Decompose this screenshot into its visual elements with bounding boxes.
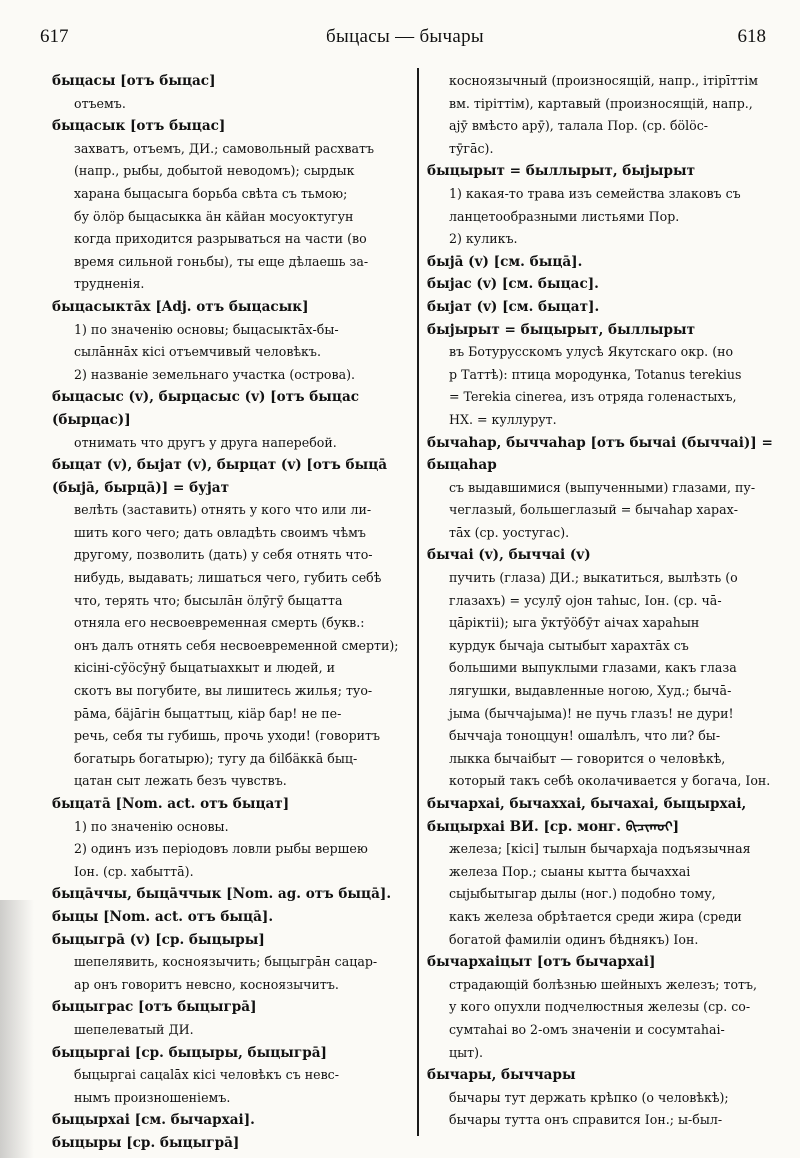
- entry-headword: бычархаі, бычаххаі, бычахаі, быцырхаі, быцырхаі ВИ. [ср. монг. ᠪᠢᠴᠢᠬᠤᠶ]: [427, 796, 747, 835]
- dictionary-entry: [52, 115, 408, 296]
- entry-definition-line: аjӯ вмѣсто арӯ), талала Пор. (ср. бölöс-: [449, 118, 709, 134]
- dictionary-entry: [52, 996, 408, 1041]
- entry-definition-line: отъемъ.: [74, 95, 126, 111]
- dictionary-entry: [427, 432, 777, 545]
- dictionary-entry: [52, 793, 408, 883]
- entry-definition-line: нибудь, выдавать; лишаться чего, губить себѣ: [74, 570, 382, 586]
- entry-definition-line: другому, позволить (дать) у себя отнять что-: [74, 547, 373, 563]
- entry-definition-line: онъ далъ отнять себя несвоевременной смерти);: [74, 637, 399, 653]
- entry-definition-line: велѣть (заставить) отнять у кого что или ли-: [74, 502, 372, 518]
- dictionary-entry: [427, 70, 777, 160]
- entry-definition-line: быччаjа тоноццун! ошалѣлъ, что ли? бы-: [449, 728, 721, 744]
- entry-definition-line: съ выдавшимися (выпученными) глазами, пу-: [449, 479, 756, 495]
- right-column: [427, 70, 777, 1132]
- entry-definition-line: быцыргаі сацаlāх кісі человѣкъ съ невс-: [74, 1067, 339, 1083]
- dictionary-entry: [52, 1132, 408, 1155]
- left-column: [52, 70, 408, 1155]
- entry-definition-line: большими выпуклыми глазами, какъ глаза: [449, 660, 737, 676]
- entry-definition-line: шить кого чего; дать овладѣть своимъ чѣмъ: [74, 524, 366, 540]
- entry-definition-line: пучить (глаза) ДИ.; выкатиться, вылѣзть (о: [449, 570, 738, 586]
- dictionary-entry: [52, 1042, 408, 1110]
- entry-definition-line: чеглазый, большеглазый = бычаhар харах-: [449, 502, 738, 518]
- entry-headword: быцы [Nom. act. отъ быцā].: [52, 908, 274, 925]
- entry-headword: быjā (v) [см. быцā].: [427, 253, 583, 270]
- entry-definition-line: трудненія.: [74, 276, 145, 292]
- dictionary-entry: [52, 929, 408, 997]
- entry-definition-line: косноязычный (произносящій, напр., ітірīттім: [449, 73, 759, 88]
- entry-definition-line: (напр., рыбы, добытой неводомъ); сырдык: [74, 163, 355, 179]
- dictionary-entry: [52, 454, 408, 793]
- entry-definition-line: 1) по значенію основы; быцасыктāх-бы-: [74, 321, 339, 337]
- entry-headword: быцāччы, быцāччык [Nom. ag. отъ быцā].: [52, 886, 392, 903]
- entry-headword: быцыргаі [ср. быцыры, быцыгрā]: [52, 1044, 327, 1061]
- entry-definition-line: какъ железа обрѣтается среди жира (среди: [449, 908, 742, 924]
- entry-headword: быjат (v) [см. быцат].: [427, 298, 600, 315]
- entry-definition-line: страдающій болѣзнью шейныхъ железъ; тотъ,: [449, 976, 758, 992]
- entry-definition-line: тāх (ср. уостугас).: [449, 524, 570, 540]
- entry-definition-line: шепелявить, косноязычить; быцыгрāн сацар-: [74, 954, 378, 970]
- page-number-right: 618: [737, 26, 766, 47]
- entry-definition-line: 2) названіе земельнаго участка (острова).: [74, 366, 356, 382]
- entry-definition-line: когда приходится разрываться на части (во: [74, 231, 367, 247]
- entry-definition-line: отняла его несвоевременная смерть (букв.:: [74, 615, 365, 631]
- entry-definition-line: 2) куликъ.: [449, 231, 518, 247]
- entry-definition-line: речь, себя ты губишь, прочь уходи! (говоритъ: [74, 728, 381, 744]
- entry-definition-line: рāма, бäjāгін быцаттыц, кіäр бар! не пе-: [74, 705, 342, 721]
- entry-definition-line: шепелеватый ДИ.: [74, 1021, 194, 1037]
- dictionary-entry: [427, 793, 777, 951]
- column-divider: [417, 68, 419, 1136]
- entry-definition-line: кісіні-сӯöсӯнӯ быцатыахкыт и людей, и: [74, 660, 336, 676]
- entry-definition-line: цāріктіі); ыга ӯктӯöбӯт аічах хараhын: [449, 615, 700, 631]
- entry-headword: быцырыт = быллырыт, быjырыт: [427, 163, 696, 180]
- entry-definition-line: бычары тут держать крѣпко (о человѣкѣ);: [449, 1089, 729, 1105]
- dictionary-entry: [427, 160, 777, 250]
- entry-definition-line: сылāннāх кісі отъемчивый человѣкъ.: [74, 344, 321, 360]
- entry-headword: быцасыктāх [Adj. отъ быцасык]: [52, 298, 309, 315]
- entry-headword: бычаhар, быччаhар [отъ бычаі (быччаі)] = быцаhар: [427, 434, 773, 474]
- dictionary-entry: [427, 273, 777, 296]
- entry-definition-line: нымъ произношеніемъ.: [74, 1089, 231, 1105]
- entry-headword: быцасыс (v), бырцасыс (v) [отъ быцас (бырцас)]: [52, 389, 360, 428]
- dictionary-entry: [52, 296, 408, 386]
- page-header: [40, 26, 770, 56]
- entry-definition-line: скотъ вы погубите, вы лишитесь жилья; туо-: [74, 683, 373, 699]
- entry-definition-line: сумтаhаі во 2-омъ значеніи и сосумтаhаі-: [449, 1021, 725, 1037]
- entry-definition-line: богатырь богатырю); тугу да біlбäккā быц-: [74, 750, 358, 766]
- entry-headword: быцасы [отъ быцас]: [52, 73, 216, 89]
- entry-definition-line: сыjыбытыгар дылы (ног.) подобно тому,: [449, 886, 716, 902]
- entry-headword: бычархаіцыт [отъ бычархаі]: [427, 954, 656, 971]
- entry-definition-line: Іон. (ср. хабыттā).: [74, 863, 194, 879]
- entry-definition-line: цыт).: [449, 1044, 484, 1060]
- page-edge-shadow: [0, 900, 34, 1158]
- running-title: быцасы — бычары: [326, 26, 484, 47]
- dictionary-entry: [52, 386, 408, 454]
- entry-headword: бычары, быччары: [427, 1067, 576, 1084]
- entry-headword: быцатā [Nom. act. отъ быцат]: [52, 796, 290, 812]
- entry-headword: быцыры [ср. быцыгрā]: [52, 1134, 240, 1151]
- entry-definition-line: железа; [кісі] тылын бычархаjа подъязычная: [449, 841, 751, 857]
- entry-headword: быцырхаі [см. бычархаі].: [52, 1112, 255, 1129]
- dictionary-entry: [427, 296, 777, 319]
- entry-headword: быцасык [отъ быцас]: [52, 118, 226, 135]
- entry-definition-line: время сильной гоньбы), ты еще дѣлаешь за-: [74, 253, 369, 269]
- dictionary-entry: [427, 951, 777, 1064]
- entry-definition-line: который такъ себѣ околачивается у богача, Іон.: [449, 773, 771, 789]
- entry-definition-line: лыкка бычаібыт — говорится о человѣкѣ,: [449, 750, 726, 766]
- dictionary-entry: [427, 251, 777, 274]
- entry-definition-line: р Таттѣ): птица мородунка, Totanus terekius: [449, 366, 742, 382]
- entry-definition-line: курдук бычаjа сытыбыт харахтāх съ: [449, 637, 689, 653]
- entry-definition-line: цатан сыт лежать безъ чувствъ.: [74, 773, 287, 789]
- entry-definition-line: харана быцасыга борьба свѣта съ тьмою;: [74, 185, 348, 201]
- entry-definition-line: НХ. = куллурут.: [449, 411, 557, 427]
- dictionary-entry: [52, 906, 408, 929]
- entry-headword: быцыграс [отъ быцыгрā]: [52, 999, 257, 1016]
- entry-definition-line: захватъ, отъемъ, ДИ.; самовольный расхватъ: [74, 140, 374, 156]
- entry-definition-line: вм. тіріттім), картавый (произносящій, напр.,: [449, 95, 753, 111]
- entry-definition-line: бу öлöр быцасыкка ӓн кäйан мосуоктугун: [74, 208, 354, 224]
- entry-definition-line: у кого опухли подчелюстныя железы (ср. со-: [449, 999, 751, 1015]
- entry-headword: быjырыт = быцырыт, быллырыт: [427, 321, 696, 338]
- entry-definition-line: = Terekia cinerea, изъ отряда голенастыхъ,: [449, 389, 737, 405]
- dictionary-entry: [427, 1064, 777, 1132]
- entry-headword: быjас (v) [см. быцас].: [427, 276, 599, 293]
- entry-definition-line: богатой фамиліи одинъ бѣднякъ) Іон.: [449, 931, 699, 947]
- entry-definition-line: глазахъ) = усулӯ оjон таhыс, Іон. (ср. чā-: [449, 592, 722, 608]
- entry-definition-line: лягушки, выдавленные ногою, Худ.; бычā-: [449, 683, 732, 699]
- dictionary-entry: [52, 883, 408, 906]
- entry-definition-line: 1) по значенію основы.: [74, 818, 229, 834]
- entry-definition-line: ар онъ говоритъ невсно, косноязычитъ.: [74, 976, 339, 992]
- entry-headword: бычаі (v), быччаі (v): [427, 547, 591, 564]
- entry-definition-line: тӯгāс).: [449, 140, 494, 156]
- entry-definition-line: бычары тутта онъ справится Іон.; ы-был-: [449, 1112, 723, 1128]
- page-number-left: 617: [40, 26, 69, 47]
- entry-headword: быцыгрā (v) [ср. быцыры]: [52, 931, 265, 948]
- dictionary-entry: [52, 70, 408, 115]
- entry-definition-line: въ Ботурусскомъ улусѣ Якутскаго окр. (но: [449, 344, 734, 360]
- entry-definition-line: ланцетообразными листьями Пор.: [449, 208, 680, 224]
- entry-definition-line: jыма (быччаjыма)! не пучь глазъ! не дури!: [449, 705, 734, 721]
- dictionary-entry: [427, 319, 777, 432]
- entry-definition-line: железа Пор.; сыаны кытта бычаххаі: [449, 863, 691, 879]
- entry-definition-line: что, терять что; бысылāн öлӯгӯ быцатта: [74, 592, 343, 608]
- dictionary-entry: [52, 1109, 408, 1132]
- entry-definition-line: 2) одинъ изъ періодовъ ловли рыбы вершею: [74, 841, 368, 857]
- dictionary-entry: [427, 544, 777, 793]
- entry-headword: быцат (v), быjат (v), бырцат (v) [отъ быцā (быjā, бырцā)] = буjат: [52, 457, 388, 496]
- entry-definition-line: отнимать что другъ у друга наперебой.: [74, 434, 337, 450]
- entry-definition-line: 1) какая-то трава изъ семейства злаковъ съ: [449, 185, 741, 201]
